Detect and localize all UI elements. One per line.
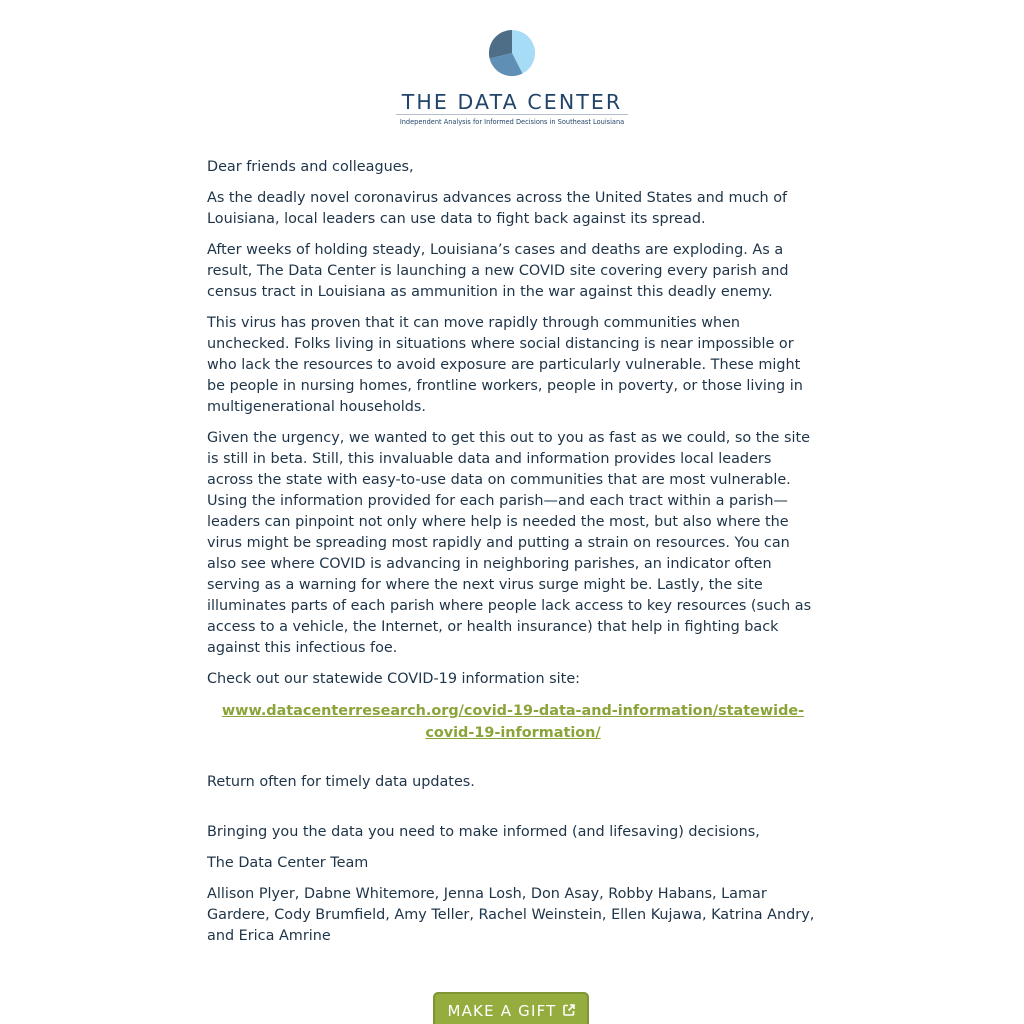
return-note: Return often for timely data updates. xyxy=(207,774,475,790)
paragraph-2: After weeks of holding steady, Louisiana’s cases and deaths are exploding. As a result, The Data Center is launching a new COVID site covering every parish and census tract in Louisiana as ammunition in the war against this deadly enemy. xyxy=(207,242,789,300)
spacer xyxy=(207,803,819,822)
brand-tagline: Independent Analysis for Informed Decisions in Southeast Louisiana xyxy=(399,118,625,126)
team-members: Allison Plyer, Dabne Whitemore, Jenna Losh, Don Asay, Robby Habans, Lamar Gardere, Cody Brumfield, Amy Teller, Rachel Weinstein, Ellen Kujawa, Katrina Andry, and Erica Amrine xyxy=(207,886,815,944)
brand-name: THE DATA CENTER xyxy=(401,90,623,114)
paragraph-4: Given the urgency, we wanted to get this out to you as fast as we could, so the site is still in beta. Still, this invaluable data and information provides local leaders across the state with easy-to-use data on communities that are most vulnerable. Using the information provided for each parish—and each tract within a parish—leaders can pinpoint not only where help is needed the most, but also where the virus might be spreading most rapidly and putting a strain on resources. You can also see where COVID is advancing in neighboring parishes, an indicator often serving as a warning for where the next virus surge might be. Lastly, the site illuminates parts of each parish where people lack access to key resources (such as access to a vehicle, the Internet, or health insurance) that help in fighting back against this infectious foe. xyxy=(207,430,812,656)
paragraph-3: This virus has proven that it can move rapidly through communities when unchecked. Folks living in situations where social distancing is near impossible or who lack the resources to avoid exposure are particularly vulnerable. These might be people in nursing homes, frontline workers, people in poverty, or those living in multigenerational households. xyxy=(207,315,803,415)
letter-body xyxy=(207,157,819,957)
spacer xyxy=(207,754,819,772)
external-link-icon xyxy=(563,1004,575,1016)
statewide-covid-site-link[interactable] xyxy=(222,703,804,741)
site-link-wrap xyxy=(207,700,819,744)
pie-chart-logo-icon xyxy=(488,29,536,77)
greeting: Dear friends and colleagues, xyxy=(207,159,414,175)
closing-line: Bringing you the data you need to make informed (and lifesaving) decisions, xyxy=(207,824,760,840)
make-a-gift-button[interactable] xyxy=(433,992,589,1024)
brand-divider xyxy=(396,114,628,115)
site-link-line-2: covid-19-information/ xyxy=(425,725,601,741)
paragraph-1: As the deadly novel coronavirus advances across the United States and much of Louisiana, local leaders can use data to fight back against its spread. xyxy=(207,190,788,227)
signature: The Data Center Team xyxy=(207,855,369,871)
email-header xyxy=(0,0,1024,140)
make-a-gift-label: MAKE A GIFT xyxy=(447,1002,557,1020)
site-link-line-1: www.datacenterresearch.org/covid-19-data-and-information/statewide- xyxy=(221,703,805,719)
check-out-line: Check out our statewide COVID-19 information site: xyxy=(207,671,581,687)
